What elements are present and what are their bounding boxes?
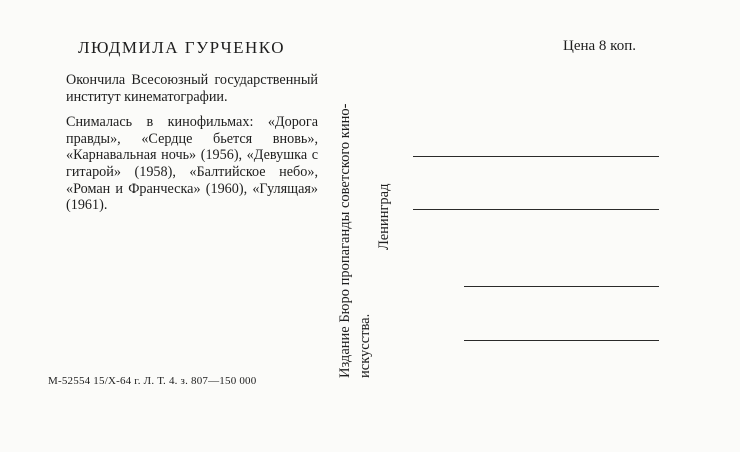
publisher-line-1: Издание Бюро пропаганды советского кино- <box>337 103 353 378</box>
address-line <box>464 286 659 287</box>
address-line <box>464 340 659 341</box>
biography-block <box>66 72 318 214</box>
print-info: М-52554 15/X-64 г. Л. Т. 4. з. 807—150 000 <box>48 375 257 387</box>
bio-filmography: Снималась в кинофильмах: «Дорога правды», «Сердце бьется вновь», «Карнавальная ночь» (1956), «Девушка с гитарой» (1958), «Балтийское небо», «Роман и Франческа» (1960), «Гулящая» (1961). <box>66 114 318 214</box>
price-label: Цена 8 коп. <box>563 38 636 54</box>
publisher-line-2: искусства. <box>357 313 373 378</box>
bio-education: Окончила Всесоюзный государственный институт кинематографии. <box>66 72 318 105</box>
postcard-title: ЛЮДМИЛА ГУРЧЕНКО <box>78 38 285 57</box>
address-line <box>413 156 659 157</box>
publisher-city: Ленинград <box>376 183 392 250</box>
address-line <box>413 209 659 210</box>
